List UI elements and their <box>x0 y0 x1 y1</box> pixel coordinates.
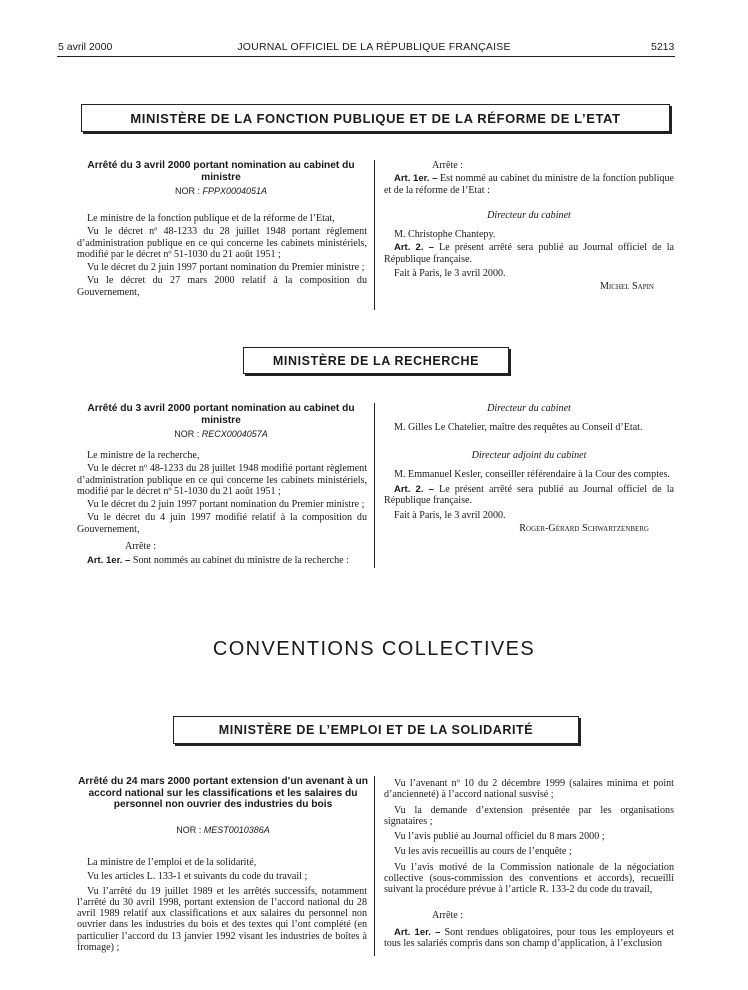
right-column <box>384 778 674 952</box>
article-2 <box>384 484 674 507</box>
paragraph: Vu le décret du 27 mars 2000 relatif à la composition du Gouvernement, <box>77 275 367 298</box>
ministry-box-emploi: MINISTÈRE DE L’EMPLOI ET DE LA SOLIDARITÉ <box>173 716 579 744</box>
decree-title: Arrêté du 3 avril 2000 portant nomination au cabinet du ministre <box>87 403 355 426</box>
paragraph: Vu l’arrêté du 19 juillet 1989 et les arrêtés successifs, notamment l’arrêté du 30 avril 1998, portant extension de l’accord national du 28 avril 1989 relatif aux classifications et aux salaires du personnel non ouvrier dans les industries du bois et des textes qui l’ont complété (en particulier l’accord du 13 janvier 1992 visant les industries de boîtes à fromage) ; <box>77 885 367 954</box>
article-2 <box>384 242 674 265</box>
paragraph: Vu l’avenant nº 10 du 2 décembre 1999 (salaires minima et point d’ancienneté) à l’accord national susvisé ; <box>384 778 674 801</box>
nor-code: MEST0010386A <box>203 825 270 835</box>
paragraph: Vu le décret du 2 juin 1997 portant nomination du Premier ministre ; <box>87 499 365 511</box>
decree-title: Arrêté du 24 mars 2000 portant extension d’un avenant à un accord national sur les classifications et les salaires du personnel non ouvrier des industries du bois <box>78 776 368 810</box>
paragraph: Vu le décret du 4 juin 1997 modifié relatif à la composition du Gouvernement, <box>77 512 367 535</box>
role-title: Directeur adjoint du cabinet <box>471 449 587 461</box>
left-column <box>77 450 367 569</box>
paragraph: Le ministre de la recherche, <box>87 450 200 461</box>
decree-title: Arrêté du 3 avril 2000 portant nomination au cabinet du ministre <box>87 160 355 183</box>
article-label: Art. 1er. – <box>87 555 131 567</box>
signature-date: Fait à Paris, le 3 avril 2000. <box>394 268 506 280</box>
left-column <box>77 213 367 300</box>
article-1 <box>384 173 674 196</box>
article-text: Est nommé au cabinet du ministre de la fonction publique et de la réforme de l’Etat : <box>384 173 674 196</box>
paragraph: Vu les articles L. 133-1 et suivants du code du travail ; <box>87 871 308 883</box>
right-column <box>384 403 674 536</box>
paragraph: La ministre de l’emploi et de la solidarité, <box>87 857 257 868</box>
right-column <box>384 160 674 295</box>
header-rule <box>57 56 675 57</box>
signature-date: Fait à Paris, le 3 avril 2000. <box>394 509 506 521</box>
arrete-label: Arrête : <box>125 541 157 553</box>
article-label: Art. 2. – <box>394 484 434 496</box>
signature: Michel Sapin <box>599 281 654 293</box>
appointee: M. Gilles Le Chatelier, maître des requêtes au Conseil d’Etat. <box>394 422 643 434</box>
article-label: Art. 1er. – <box>394 926 441 938</box>
nor-reference <box>85 186 357 196</box>
header-date: 5 avril 2000 <box>58 41 113 53</box>
role-title: Directeur du cabinet <box>487 403 571 414</box>
nor-reference <box>85 429 357 439</box>
left-column <box>77 857 367 955</box>
article-text: Sont rendues obligatoires, pour tous les employeurs et tous les salariés compris dans son champ d’application, à l’exclusion <box>384 926 674 950</box>
column-separator <box>374 403 375 568</box>
header-page-number: 5213 <box>651 41 675 53</box>
article-label: Art. 2. – <box>394 242 434 254</box>
column-separator <box>374 160 375 310</box>
paragraph: Le ministre de la fonction publique et de la réforme de l’Etat, <box>87 213 335 224</box>
paragraph: Vu la demande d’extension présentée par les organisations signataires ; <box>384 804 674 827</box>
article-text: Sont nommés au cabinet du ministre de la recherche : <box>132 555 349 567</box>
nor-code: FPPX0004051A <box>202 186 268 196</box>
article-1 <box>77 555 367 566</box>
header-journal: JOURNAL OFFICIEL DE LA RÉPUBLIQUE FRANÇAISE <box>237 41 511 53</box>
nor-reference <box>78 825 368 835</box>
signature: Roger-Gérard Schwartzenberg <box>519 523 649 535</box>
article-1 <box>384 927 674 950</box>
paragraph: Vu le décret nº 48-1233 du 28 juillet 1948 modifié portant règlement d’administration publique en ce qui concerne les cabinets ministériels, modifié par le décret nº 51-1030 du 21 août 1951 ; <box>77 463 367 497</box>
ministry-box-recherche: MINISTÈRE DE LA RECHERCHE <box>243 347 509 374</box>
paragraph: Vu le décret nº 48-1233 du 28 juillet 1948 portant règlement d’administration publique en ce qui concerne les cabinets ministériels, modifié par le décret nº 51-1030 du 21 août 1951 ; <box>77 226 367 260</box>
appointee: M. Emmanuel Kesler, conseiller référendaire à la Cour des comptes. <box>394 468 670 480</box>
ministry-box-fonction-publique: MINISTÈRE DE LA FONCTION PUBLIQUE ET DE LA RÉFORME DE L’ETAT <box>81 104 670 132</box>
role-title: Directeur du cabinet <box>487 209 571 221</box>
article-text: Le présent arrêté sera publié au Journal officiel de la République française. <box>384 484 674 507</box>
article-label: Art. 1er. – <box>394 173 438 185</box>
nor-label: NOR : <box>174 429 200 439</box>
paragraph: Vu le décret du 2 juin 1997 portant nomination du Premier ministre ; <box>87 262 365 274</box>
paragraph: Vu l’avis publié au Journal officiel du 8 mars 2000 ; <box>394 831 605 843</box>
nor-label: NOR : <box>174 186 200 196</box>
arrete-label: Arrête : <box>432 909 464 921</box>
conventions-heading: CONVENTIONS COLLECTIVES <box>212 638 536 660</box>
appointee: M. Christophe Chantepy. <box>394 229 496 241</box>
paragraph: Vu l’avis motivé de la Commission nationale de la négociation collective (sous-commission des conventions et accords), recueilli suivant la procédure prévue à l’article R. 133-2 du code du travail, <box>384 861 674 896</box>
column-separator <box>374 776 375 956</box>
paragraph: Vu les avis recueillis au cours de l’enquête ; <box>394 846 572 858</box>
nor-label: NOR : <box>176 825 202 835</box>
article-text: Le présent arrêté sera publié au Journal officiel de la République française. <box>384 242 674 265</box>
nor-code: RECX0004057A <box>201 429 268 439</box>
arrete-label: Arrête : <box>432 160 464 171</box>
